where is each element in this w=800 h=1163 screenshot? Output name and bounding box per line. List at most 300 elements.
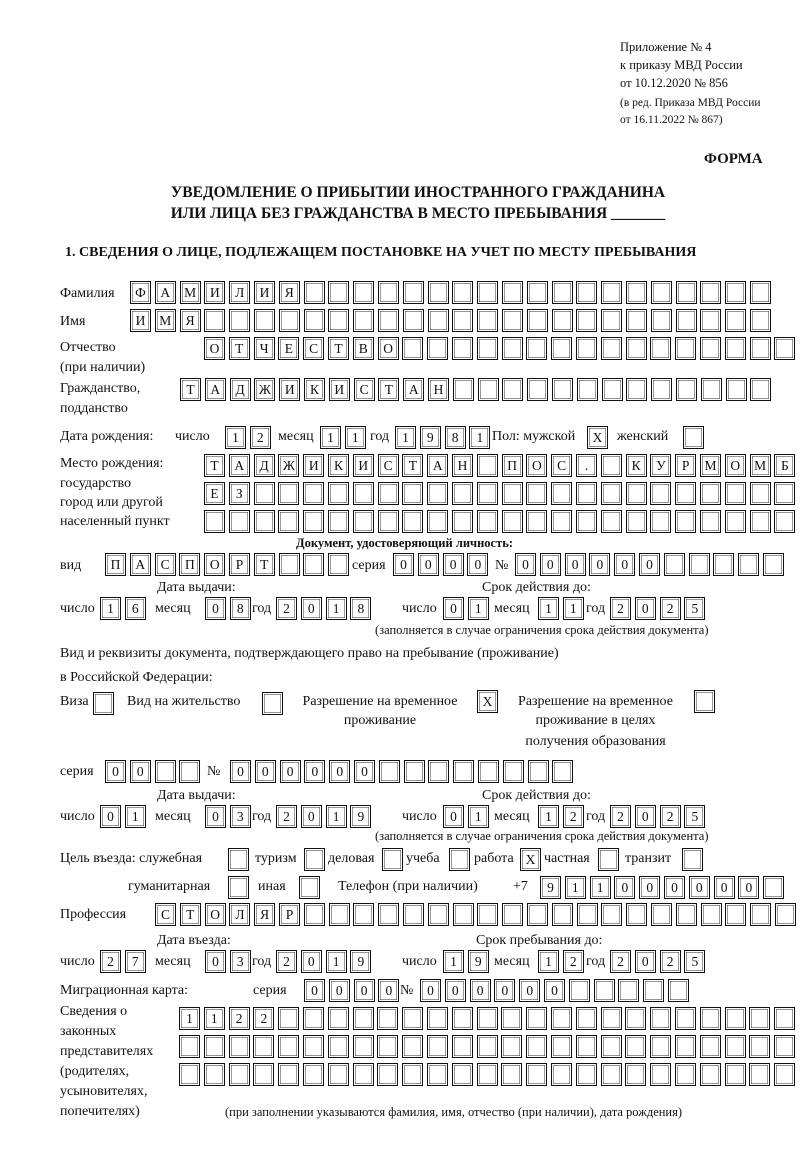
char-box[interactable] (502, 281, 523, 304)
char-box[interactable]: 0 (130, 760, 151, 783)
char-box[interactable] (650, 1007, 671, 1030)
char-box[interactable] (650, 510, 671, 533)
char-box[interactable] (382, 848, 403, 871)
char-box[interactable] (526, 337, 547, 360)
char-box[interactable] (625, 1007, 646, 1030)
char-box[interactable]: И (279, 378, 300, 401)
char-box[interactable] (328, 309, 349, 332)
char-box[interactable] (526, 510, 547, 533)
char-box[interactable] (452, 309, 473, 332)
char-box[interactable] (204, 1035, 225, 1058)
char-box[interactable] (725, 482, 746, 505)
char-box[interactable] (750, 903, 771, 926)
char-box[interactable]: 0 (301, 597, 322, 620)
char-box[interactable] (725, 281, 746, 304)
char-box[interactable] (179, 1035, 200, 1058)
char-box[interactable]: 1 (538, 805, 559, 828)
char-box[interactable] (625, 1063, 646, 1086)
char-box[interactable]: 2 (276, 805, 297, 828)
char-box[interactable] (155, 760, 176, 783)
char-box[interactable]: 1 (100, 597, 121, 620)
char-box[interactable]: 0 (393, 553, 414, 576)
char-box[interactable] (304, 281, 325, 304)
char-box[interactable]: 2 (610, 950, 631, 973)
char-box[interactable] (526, 1063, 547, 1086)
char-box[interactable] (651, 903, 672, 926)
char-box[interactable] (625, 1035, 646, 1058)
char-box[interactable] (328, 1063, 349, 1086)
char-box[interactable] (626, 337, 647, 360)
char-box[interactable] (403, 281, 424, 304)
char-box[interactable] (379, 760, 400, 783)
char-box[interactable]: 1 (326, 805, 347, 828)
char-box[interactable]: 0 (329, 979, 350, 1002)
char-box[interactable]: Ж (254, 378, 275, 401)
char-box[interactable] (378, 510, 399, 533)
char-box[interactable]: А (155, 281, 176, 304)
char-box[interactable] (675, 337, 696, 360)
char-box[interactable]: 0 (100, 805, 121, 828)
char-box[interactable] (229, 309, 250, 332)
char-box[interactable] (577, 378, 598, 401)
char-box[interactable] (278, 1035, 299, 1058)
char-box[interactable] (353, 1035, 374, 1058)
char-box[interactable] (453, 903, 474, 926)
char-box[interactable]: 0 (301, 805, 322, 828)
char-box[interactable]: 0 (378, 979, 399, 1002)
char-box[interactable] (304, 903, 325, 926)
char-box[interactable]: 3 (230, 950, 251, 973)
char-box[interactable] (774, 510, 795, 533)
char-box[interactable]: 1 (443, 950, 464, 973)
char-box[interactable]: 9 (350, 805, 371, 828)
char-box[interactable] (701, 378, 722, 401)
char-box[interactable]: 6 (125, 597, 146, 620)
char-box[interactable] (774, 1063, 795, 1086)
char-box[interactable] (478, 378, 499, 401)
char-box[interactable]: 0 (565, 553, 586, 576)
char-box[interactable]: Т (378, 378, 399, 401)
char-box[interactable]: 5 (684, 950, 705, 973)
char-box[interactable] (204, 309, 225, 332)
char-box[interactable] (353, 281, 374, 304)
char-box[interactable]: О (526, 454, 547, 477)
char-box[interactable]: Т (180, 378, 201, 401)
char-box[interactable] (353, 1063, 374, 1086)
char-box[interactable] (676, 903, 697, 926)
char-box[interactable] (601, 903, 622, 926)
char-box[interactable] (452, 482, 473, 505)
char-box[interactable] (278, 1063, 299, 1086)
char-box[interactable]: 0 (639, 553, 660, 576)
char-box[interactable]: О (204, 553, 225, 576)
char-box[interactable] (700, 309, 721, 332)
char-box[interactable] (675, 1007, 696, 1030)
char-box[interactable] (738, 553, 759, 576)
char-box[interactable] (328, 553, 349, 576)
char-box[interactable]: 0 (301, 950, 322, 973)
char-box[interactable]: 1 (326, 597, 347, 620)
char-box[interactable] (626, 378, 647, 401)
char-box[interactable]: Е (278, 337, 299, 360)
char-box[interactable]: Е (204, 482, 225, 505)
char-box[interactable]: 2 (100, 950, 121, 973)
char-box[interactable] (601, 281, 622, 304)
char-box[interactable]: 2 (563, 950, 584, 973)
char-box[interactable]: 0 (329, 760, 350, 783)
char-box[interactable] (676, 281, 697, 304)
char-box[interactable] (452, 1035, 473, 1058)
char-box[interactable] (254, 510, 275, 533)
char-box[interactable] (278, 482, 299, 505)
char-box[interactable] (576, 1063, 597, 1086)
char-box[interactable] (676, 309, 697, 332)
char-box[interactable] (328, 482, 349, 505)
char-box[interactable] (501, 1035, 522, 1058)
char-box[interactable] (576, 1035, 597, 1058)
char-box[interactable]: 0 (443, 597, 464, 620)
char-box[interactable] (329, 903, 350, 926)
char-box[interactable]: 0 (280, 760, 301, 783)
char-box[interactable]: У (650, 454, 671, 477)
char-box[interactable]: 2 (660, 950, 681, 973)
char-box[interactable] (749, 1035, 770, 1058)
char-box[interactable] (353, 1007, 374, 1030)
char-box[interactable] (477, 337, 498, 360)
char-box[interactable] (551, 1035, 572, 1058)
char-box[interactable]: . (576, 454, 597, 477)
char-box[interactable] (377, 1063, 398, 1086)
char-box[interactable]: 0 (354, 979, 375, 1002)
char-box[interactable]: 0 (420, 979, 441, 1002)
char-box[interactable] (700, 1035, 721, 1058)
char-box[interactable] (303, 1063, 324, 1086)
char-box[interactable] (378, 482, 399, 505)
char-box[interactable]: Н (452, 454, 473, 477)
char-box[interactable] (254, 482, 275, 505)
char-box[interactable]: 0 (470, 979, 491, 1002)
char-box[interactable] (774, 1035, 795, 1058)
char-box[interactable] (229, 1063, 250, 1086)
char-box[interactable] (452, 1063, 473, 1086)
char-box[interactable] (228, 876, 249, 899)
char-box[interactable]: Р (279, 903, 300, 926)
char-box[interactable]: 1 (468, 597, 489, 620)
char-box[interactable] (576, 482, 597, 505)
char-box[interactable] (576, 309, 597, 332)
char-box[interactable] (725, 510, 746, 533)
char-box[interactable]: Д (254, 454, 275, 477)
char-box[interactable] (700, 1007, 721, 1030)
char-box[interactable] (403, 903, 424, 926)
char-box[interactable] (602, 378, 623, 401)
char-box[interactable]: 9 (540, 876, 561, 899)
char-box[interactable]: 5 (684, 597, 705, 620)
char-box[interactable] (664, 553, 685, 576)
char-box[interactable] (526, 482, 547, 505)
char-box[interactable] (303, 510, 324, 533)
char-box[interactable]: 1 (125, 805, 146, 828)
char-box[interactable] (601, 482, 622, 505)
char-box[interactable]: 0 (614, 876, 635, 899)
char-box[interactable] (689, 553, 710, 576)
char-box[interactable] (650, 1035, 671, 1058)
char-box[interactable] (750, 337, 771, 360)
char-box[interactable] (478, 760, 499, 783)
char-box[interactable]: 0 (443, 553, 464, 576)
char-box[interactable] (643, 979, 664, 1002)
char-box[interactable]: М (750, 454, 771, 477)
char-box[interactable] (552, 760, 573, 783)
char-box[interactable]: М (700, 454, 721, 477)
char-box[interactable]: 0 (515, 553, 536, 576)
char-box[interactable] (775, 903, 796, 926)
char-box[interactable] (725, 1035, 746, 1058)
char-box[interactable]: Т (204, 454, 225, 477)
char-box[interactable] (527, 378, 548, 401)
char-box[interactable] (749, 1007, 770, 1030)
char-box[interactable] (353, 309, 374, 332)
char-box[interactable] (477, 903, 498, 926)
char-box[interactable]: Р (229, 553, 250, 576)
char-box[interactable]: И (329, 378, 350, 401)
char-box[interactable] (179, 1063, 200, 1086)
char-box[interactable] (377, 1007, 398, 1030)
char-box[interactable]: 2 (229, 1007, 250, 1030)
char-box[interactable] (404, 760, 425, 783)
char-box[interactable] (449, 848, 470, 871)
char-box[interactable]: С (155, 903, 176, 926)
char-box[interactable] (683, 426, 704, 449)
char-box[interactable] (303, 482, 324, 505)
char-box[interactable]: И (254, 281, 275, 304)
char-box[interactable]: 5 (684, 805, 705, 828)
char-box[interactable] (650, 482, 671, 505)
char-box[interactable] (427, 482, 448, 505)
char-box[interactable] (427, 1063, 448, 1086)
char-box[interactable] (204, 510, 225, 533)
char-box[interactable]: Р (675, 454, 696, 477)
char-box[interactable] (626, 482, 647, 505)
char-box[interactable] (618, 979, 639, 1002)
char-box[interactable] (651, 309, 672, 332)
char-box[interactable] (453, 378, 474, 401)
char-box[interactable] (601, 1007, 622, 1030)
char-box[interactable] (675, 482, 696, 505)
char-box[interactable] (601, 454, 622, 477)
char-box[interactable] (577, 903, 598, 926)
char-box[interactable] (676, 378, 697, 401)
char-box[interactable] (427, 1007, 448, 1030)
char-box[interactable] (477, 1063, 498, 1086)
char-box[interactable]: 1 (565, 876, 586, 899)
char-box[interactable] (601, 1035, 622, 1058)
char-box[interactable]: 0 (418, 553, 439, 576)
char-box[interactable]: Д (230, 378, 251, 401)
char-box[interactable]: 2 (253, 1007, 274, 1030)
char-box[interactable] (452, 510, 473, 533)
char-box[interactable]: 1 (538, 597, 559, 620)
char-box[interactable]: 0 (635, 950, 656, 973)
char-box[interactable] (279, 309, 300, 332)
char-box[interactable]: Т (229, 337, 250, 360)
char-box[interactable]: 8 (445, 426, 466, 449)
char-box[interactable]: 0 (714, 876, 735, 899)
char-box[interactable]: 0 (443, 805, 464, 828)
char-box[interactable]: О (204, 337, 225, 360)
char-box[interactable] (725, 337, 746, 360)
char-box[interactable] (477, 1035, 498, 1058)
char-box[interactable] (477, 482, 498, 505)
char-box[interactable] (750, 378, 771, 401)
char-box[interactable] (552, 309, 573, 332)
char-box[interactable] (502, 482, 523, 505)
char-box[interactable] (774, 337, 795, 360)
char-box[interactable]: 0 (467, 553, 488, 576)
char-box[interactable] (501, 1063, 522, 1086)
char-box[interactable] (626, 510, 647, 533)
char-box[interactable] (700, 1063, 721, 1086)
char-box[interactable] (626, 903, 647, 926)
char-box[interactable] (502, 337, 523, 360)
char-box[interactable]: 0 (255, 760, 276, 783)
char-box[interactable] (452, 1007, 473, 1030)
char-box[interactable] (551, 482, 572, 505)
char-box[interactable]: 2 (563, 805, 584, 828)
char-box[interactable] (569, 979, 590, 1002)
char-box[interactable]: О (205, 903, 226, 926)
char-box[interactable] (675, 1063, 696, 1086)
char-box[interactable] (526, 1007, 547, 1030)
char-box[interactable]: 8 (350, 597, 371, 620)
char-box[interactable]: 8 (230, 597, 251, 620)
char-box[interactable] (725, 903, 746, 926)
char-box[interactable] (452, 281, 473, 304)
char-box[interactable] (601, 309, 622, 332)
char-box[interactable] (304, 309, 325, 332)
char-box[interactable] (278, 1007, 299, 1030)
char-box[interactable] (750, 482, 771, 505)
char-box[interactable]: А (403, 378, 424, 401)
char-box[interactable] (551, 1007, 572, 1030)
char-box[interactable]: 7 (125, 950, 146, 973)
char-box[interactable]: 0 (635, 597, 656, 620)
char-box[interactable] (551, 1063, 572, 1086)
char-box[interactable] (229, 1035, 250, 1058)
char-box[interactable] (428, 903, 449, 926)
char-box[interactable] (299, 876, 320, 899)
char-box[interactable]: И (204, 281, 225, 304)
char-box[interactable] (576, 281, 597, 304)
char-box[interactable] (750, 281, 771, 304)
char-box[interactable] (453, 760, 474, 783)
char-box[interactable] (651, 281, 672, 304)
char-box[interactable]: С (354, 378, 375, 401)
char-box[interactable] (353, 510, 374, 533)
char-box[interactable]: И (353, 454, 374, 477)
char-box[interactable] (402, 510, 423, 533)
char-box[interactable]: 1 (468, 805, 489, 828)
char-box[interactable] (626, 309, 647, 332)
char-box[interactable] (279, 553, 300, 576)
char-box[interactable] (253, 1035, 274, 1058)
char-box[interactable] (477, 1007, 498, 1030)
char-box[interactable]: 0 (205, 950, 226, 973)
char-box[interactable]: 1 (469, 426, 490, 449)
char-box[interactable] (576, 510, 597, 533)
char-box[interactable] (427, 510, 448, 533)
char-box[interactable]: 2 (660, 805, 681, 828)
char-box[interactable] (328, 510, 349, 533)
char-box[interactable] (303, 1035, 324, 1058)
char-box[interactable] (328, 281, 349, 304)
char-box[interactable]: К (626, 454, 647, 477)
char-box[interactable] (750, 510, 771, 533)
char-box[interactable]: Я (279, 281, 300, 304)
char-box[interactable] (428, 760, 449, 783)
char-box[interactable] (502, 309, 523, 332)
char-box[interactable] (576, 337, 597, 360)
char-box[interactable] (477, 454, 498, 477)
char-box[interactable]: 1 (563, 597, 584, 620)
char-box[interactable]: 0 (738, 876, 759, 899)
char-box[interactable]: З (229, 482, 250, 505)
char-box[interactable]: 9 (468, 950, 489, 973)
char-box[interactable] (502, 378, 523, 401)
char-box[interactable]: А (427, 454, 448, 477)
char-box[interactable] (254, 309, 275, 332)
char-box[interactable] (601, 1063, 622, 1086)
char-box[interactable]: 1 (326, 950, 347, 973)
char-box[interactable] (428, 281, 449, 304)
char-box[interactable] (179, 760, 200, 783)
char-box[interactable] (726, 378, 747, 401)
char-box[interactable] (700, 482, 721, 505)
char-box[interactable]: X (477, 690, 498, 713)
char-box[interactable]: Т (254, 553, 275, 576)
char-box[interactable] (749, 1063, 770, 1086)
char-box[interactable] (598, 848, 619, 871)
char-box[interactable]: А (229, 454, 250, 477)
char-box[interactable] (650, 1063, 671, 1086)
char-box[interactable] (601, 337, 622, 360)
char-box[interactable] (229, 510, 250, 533)
char-box[interactable] (502, 510, 523, 533)
char-box[interactable]: 1 (320, 426, 341, 449)
char-box[interactable]: П (105, 553, 126, 576)
char-box[interactable]: О (725, 454, 746, 477)
char-box[interactable]: 0 (230, 760, 251, 783)
char-box[interactable] (700, 337, 721, 360)
char-box[interactable]: И (130, 309, 151, 332)
char-box[interactable]: И (303, 454, 324, 477)
char-box[interactable]: 0 (519, 979, 540, 1002)
char-box[interactable] (328, 1007, 349, 1030)
char-box[interactable]: 0 (105, 760, 126, 783)
char-box[interactable]: 2 (660, 597, 681, 620)
char-box[interactable] (304, 848, 325, 871)
char-box[interactable]: М (180, 281, 201, 304)
char-box[interactable] (650, 337, 671, 360)
char-box[interactable]: Л (229, 281, 250, 304)
char-box[interactable] (700, 281, 721, 304)
char-box[interactable] (763, 876, 784, 899)
char-box[interactable] (576, 1007, 597, 1030)
char-box[interactable] (626, 281, 647, 304)
char-box[interactable]: П (179, 553, 200, 576)
char-box[interactable] (378, 903, 399, 926)
char-box[interactable] (477, 309, 498, 332)
